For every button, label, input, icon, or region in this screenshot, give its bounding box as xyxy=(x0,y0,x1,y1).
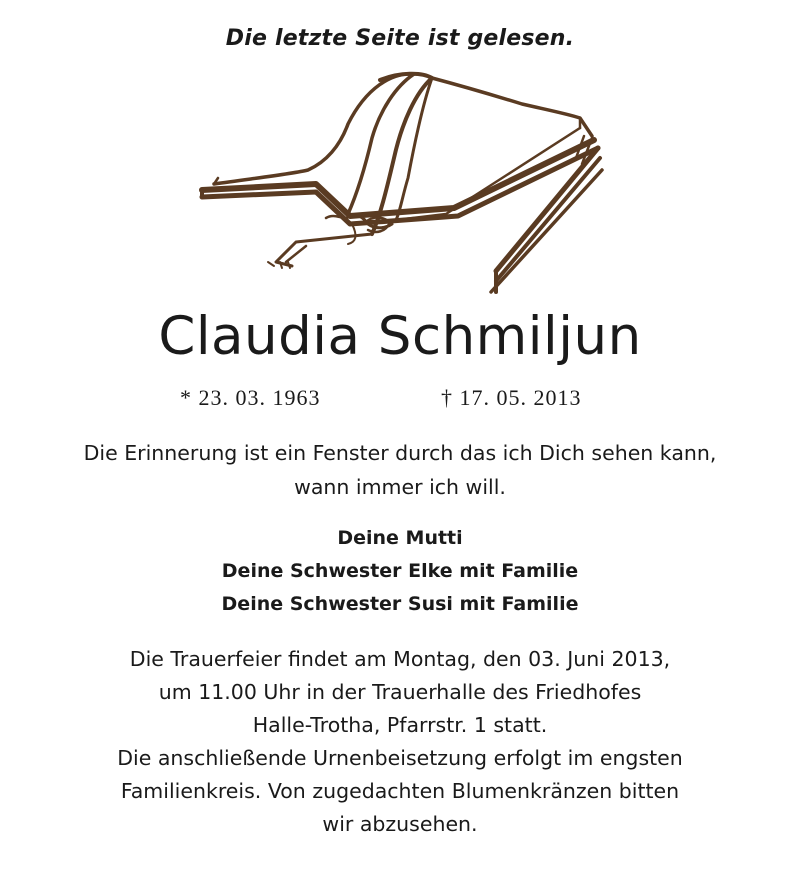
ceremony-details xyxy=(0,643,800,841)
ceremony-line: Die Trauerfeier findet am Montag, den 03. Juni 2013, xyxy=(129,647,671,671)
motto-text: Die letzte Seite ist gelesen. xyxy=(225,26,575,51)
memorial-quote xyxy=(0,436,800,504)
quote-line: wann immer ich will. xyxy=(294,475,506,499)
mourner-entry: Deine Schwester Susi mit Familie xyxy=(221,593,579,615)
mourner-entry: Deine Mutti xyxy=(337,527,463,549)
ceremony-line: Familienkreis. Von zugedachten Blumenkränzen bitten xyxy=(120,779,680,803)
ceremony-line: Halle-Trotha, Pfarrstr. 1 statt. xyxy=(252,713,548,737)
mourner-entry: Deine Schwester Elke mit Familie xyxy=(221,560,579,582)
death-date: † 17. 05. 2013 xyxy=(441,385,582,410)
open-book-icon xyxy=(196,66,606,310)
deceased-name: Claudia Schmiljun xyxy=(158,306,642,367)
ceremony-line: Die anschließende Urnenbeisetzung erfolgt im engsten xyxy=(117,746,683,770)
ceremony-line: wir abzusehen. xyxy=(322,812,478,836)
ceremony-line: um 11.00 Uhr in der Trauerhalle des Friedhofes xyxy=(158,680,642,704)
quote-line: Die Erinnerung ist ein Fenster durch das ich Dich sehen kann, xyxy=(83,441,717,465)
birth-date: * 23. 03. 1963 xyxy=(180,385,321,410)
life-dates xyxy=(0,385,800,415)
mourners-list xyxy=(0,522,800,621)
